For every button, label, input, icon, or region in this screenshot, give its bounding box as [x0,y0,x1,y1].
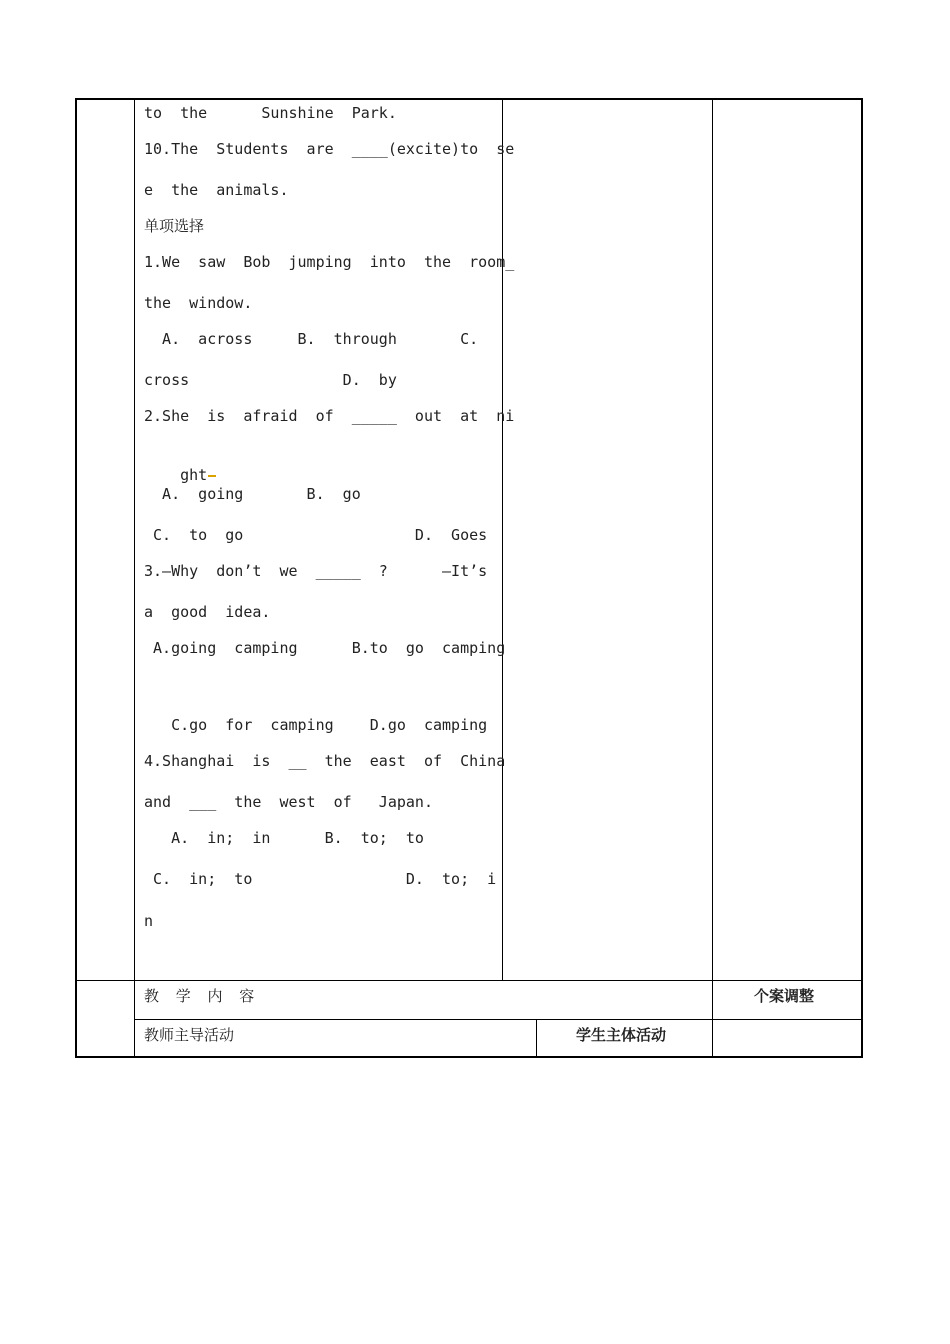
text-line: and ___ the west of Japan. [144,793,433,811]
row-divider-2 [134,1019,863,1020]
text-line: A.going camping B.to go camping [144,639,506,657]
text-line: 3.—Why don’t we _____ ? —It’s [144,562,488,580]
text-line: e the animals. [144,181,289,199]
case-adjustment-label: 个案调整 [754,987,815,1005]
text-line: A. in; in B. to; to [144,829,424,847]
table-border-bottom [75,1056,863,1058]
text-line: cross D. by [144,371,397,389]
section-heading: 单项选择 [144,217,205,235]
text-line: ght [180,466,208,484]
row-divider-1 [75,980,863,981]
column-divider-3 [712,98,713,1058]
column-divider-2 [502,98,503,980]
teaching-content-label: 教 学 内 容 [144,987,261,1005]
text-line: 10.The Students are ____(excite)to se [144,140,515,158]
highlight-mark-icon [208,475,216,477]
text-line: C. to go D. Goes [144,526,488,544]
text-line: n [144,912,154,930]
teacher-activity-label: 教师主导活动 [144,1026,235,1044]
text-line: A. across B. through C. [144,330,479,348]
text-line: C. in; to D. to; i [144,870,497,888]
text-line: to the Sunshine Park. [144,104,397,122]
table-border-left [75,98,77,1058]
text-line: 4.Shanghai is __ the east of China [144,752,506,770]
table-border-top [75,98,863,100]
text-line: C.go for camping D.go camping [144,716,488,734]
column-divider-1 [134,98,135,1058]
column-divider-4 [536,1019,537,1058]
table-border-right [861,98,863,1058]
text-line: the window. [144,294,253,312]
student-activity-label: 学生主体活动 [576,1026,667,1044]
text-line: A. going B. go [144,485,361,503]
text-line: 1.We saw Bob jumping into the room_ [144,253,515,271]
text-line: a good idea. [144,603,271,621]
text-line: 2.She is afraid of _____ out at ni [144,407,515,425]
